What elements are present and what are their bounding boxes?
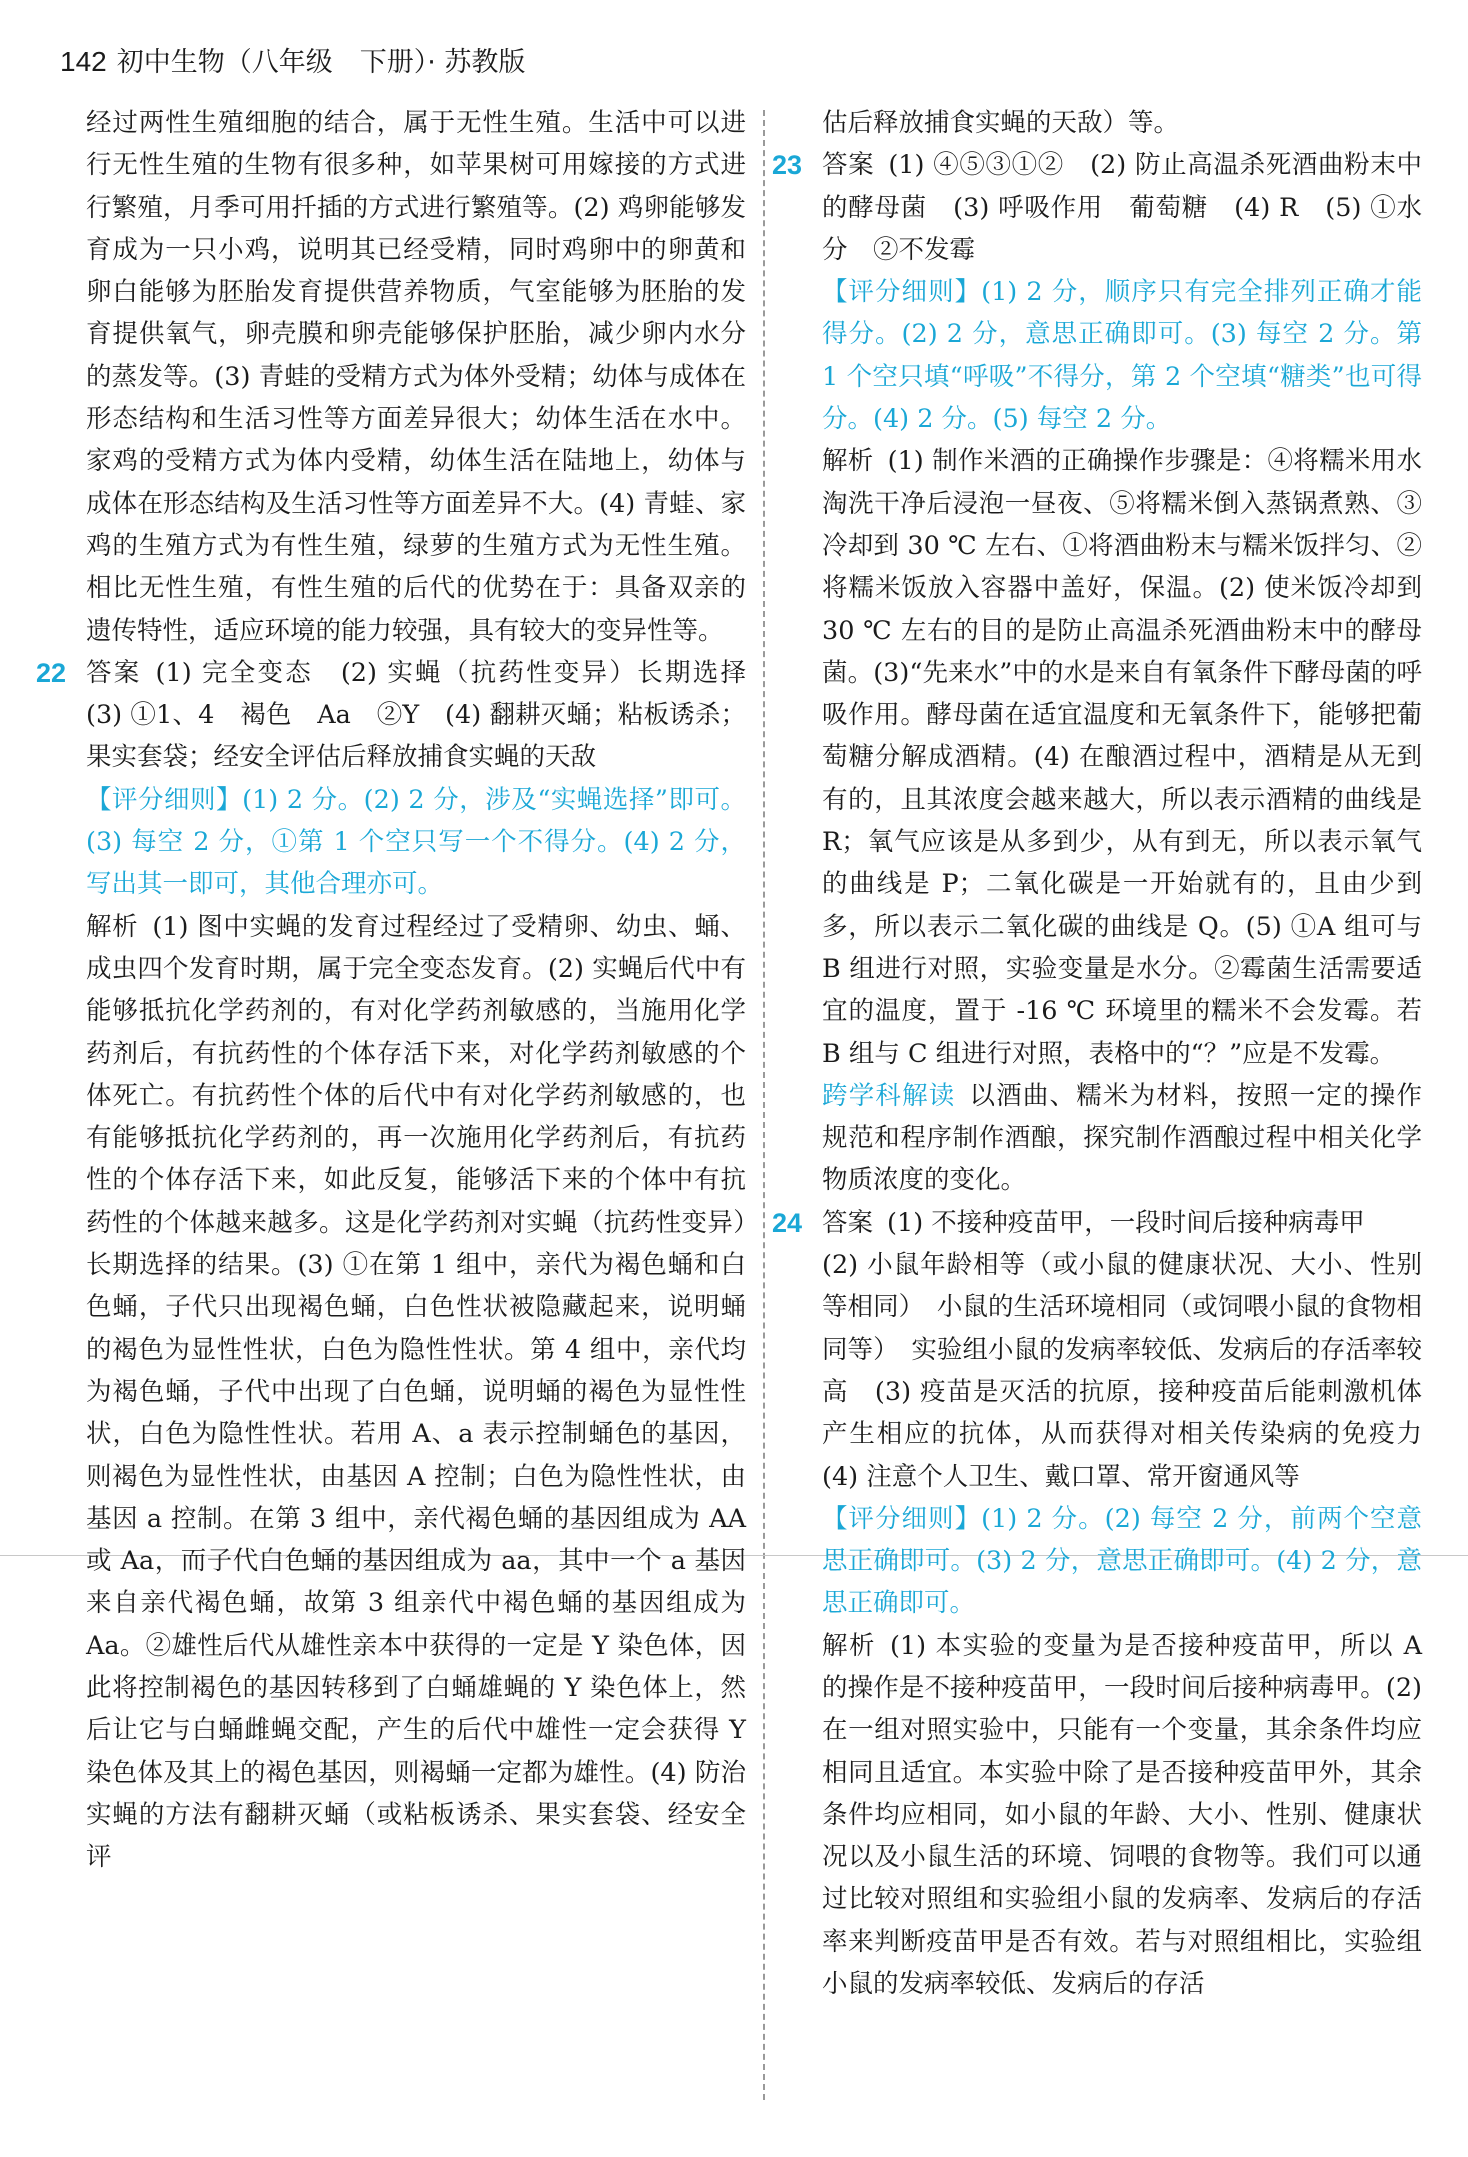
answer-block — [86, 652, 772, 779]
score-block — [86, 779, 746, 906]
answer-text: (1) ④⑤③①② (2) 防止高温杀死酒曲粉末中的酵母菌 (3) 呼吸作用 葡萄糖 (4) R (5) ①水分 ②不发霉 — [822, 150, 1422, 265]
analysis-block — [822, 440, 1422, 1074]
cross-discipline-text: 以酒曲、糯米为材料，按照一定的操作规范和程序制作酒酿，探究制作酒酿过程中相关化学物质浓度的变化。 — [822, 1080, 1422, 1196]
analysis-text: (1) 制作米酒的正确操作步骤是：④将糯米用水淘洗干净后浸泡一昼夜、⑤将糯米倒入蒸锅煮熟、③冷却到 30 ℃ 左右、①将酒曲粉末与糯米饭拌匀、②将糯米饭放入容器中盖好，保温。(2) 使米饭冷却到 30 ℃ 左右的目的是防止高温杀死酒曲粉末中的酵母菌。(3)“先来水”中的水是来自有氧条件下酵母菌的呼吸作用。酵母菌在适宜温度和无氧条件下，能够把葡萄糖分解成酒精。(4) 在酿酒过程中，酒精是从无到有的，且其浓度会越来越大，所以表示酒精的曲线是 R；氧气应该是从多到少，从有到无，所以表示氧气的曲线是 P；二氧化碳是一开始就有的，且由少到多，所以表示二氧化碳的曲线是 Q。(5) ①A 组可与 B 组进行对照，实验变量是水分。②霉菌生活需要适宜的温度，置于 -16 ℃ 环境里的糯米不会发霉。若 B 组与 C 组进行对照，表格中的“？”应是不发霉。 — [822, 446, 1422, 1069]
answer-label: 答案 — [822, 150, 875, 181]
score-text: (1) 2 分。(2) 每空 2 分，前两个空意思正确即可。(3) 2 分，意思正确即可。(4) 2 分，意思正确即可。 — [822, 1503, 1422, 1619]
question-number: 23 — [772, 150, 803, 181]
analysis-block — [86, 906, 746, 1879]
score-text: (1) 2 分。(2) 2 分，涉及“实蝇选择”即可。(3) 每空 2 分，①第 1 个空只写一个不得分。(4) 2 分，写出其一即可，其他合理亦可。 — [86, 784, 746, 900]
continued-analysis-21: 经过两性生殖细胞的结合，属于无性生殖。生活中可以进行无性生殖的生物有很多种，如苹果树可用嫁接的方式进行繁殖，月季可用扦插的方式进行繁殖等。(2) 鸡卵能够发育成为一只小鸡，说明其已经受精，同时鸡卵中的卵黄和卵白能够为胚胎发育提供营养物质，气室能够为胚胎的发育提供氧气，卵壳膜和卵壳能够保护胚胎，减少卵内水分的蒸发等。(3) 青蛙的受精方式为体外受精；幼体与成体在形态结构和生活习性等方面差异很大；幼体生活在水中。家鸡的受精方式为体内受精，幼体生活在陆地上，幼体与成体在形态结构及生活习性等方面差异不大。(4) 青蛙、家鸡的生殖方式为有性生殖，绿萝的生殖方式为无性生殖。相比无性生殖，有性生殖的后代的优势在于：具备双亲的遗传特性，适应环境的能力较强，具有较大的变异性等。 — [86, 108, 746, 646]
question-number: 22 — [36, 657, 67, 688]
analysis-text: (1) 图中实蝇的发育过程经过了受精卵、幼虫、蛹、成虫四个发育时期，属于完全变态发育。(2) 实蝇后代中有能够抵抗化学药剂的，有对化学药剂敏感的，当施用化学药剂后，有抗药性的个体存活下来，对化学药剂敏感的个体死亡。有抗药性个体的后代中有对化学药剂敏感的，也有能够抵抗化学药剂的，再一次施用化学药剂后，有抗药性的个体存活下来，如此反复，能够活下来的个体中有抗药性的个体越来越多。这是化学药剂对实蝇（抗药性变异）长期选择的结果。(3) ①在第 1 组中，亲代为褐色蛹和白色蛹，子代只出现褐色蛹，白色性状被隐藏起来，说明蛹的褐色为显性性状，白色为隐性性状。第 4 组中，亲代均为褐色蛹，子代中出现了白色蛹，说明蛹的褐色为显性性状，白色为隐性性状。若用 A、a 表示控制蛹色的基因，则褐色为显性性状，由基因 A 控制；白色为隐性性状，由基因 a 控制。在第 3 组中，亲代褐色蛹的基因组成为 AA 或 Aa，而子代白色蛹的基因组成为 aa，其中一个 a 基因来自亲代褐色蛹，故第 3 组亲代中褐色蛹的基因组成为 Aa。②雄性后代从雄性亲本中获得的一定是 Y 染色体，因此将控制褐色的基因转移到了白蛹雄蝇的 Y 染色体上，然后让它与白蛹雌蝇交配，产生的后代中雄性一定会获得 Y 染色体及其上的褐色基因，则褐蛹一定都为雄性。(4) 防治实蝇的方法有翻耕灭蛹（或粘板诱杀、果实套袋、经安全评 — [86, 911, 746, 1873]
analysis-text: (1) 本实验的变量为是否接种疫苗甲，所以 A 的操作是不接种疫苗甲，一段时间后接种病毒甲。(2) 在一组对照实验中，只能有一个变量，其余条件均应相同且适宜。本实验中除了是否接种疫苗甲外，其余条件均应相同，如小鼠的年龄、大小、性别、健康状况以及小鼠生活的环境、饲喂的食物等。我们可以通过比较对照组和实验组小鼠的发病率、发病后的存活率来判断疫苗甲是否有效。若与对照组相比，实验组小鼠的发病率较低、发病后的存活 — [822, 1630, 1422, 2000]
column-divider — [763, 110, 765, 2100]
score-block — [822, 1498, 1422, 1625]
analysis-label: 解析 — [822, 446, 874, 477]
answer-text: (1) 完全变态 (2) 实蝇（抗药性变异）长期选择 (3) ①1、4 褐色 Aa ②Y (4) 翻耕灭蛹；粘板诱杀；果实套袋；经安全评估后释放捕食实蝇的天敌 — [86, 657, 772, 773]
analysis-label: 解析 — [86, 911, 139, 942]
score-label: 【评分细则】 — [86, 784, 243, 815]
question-number: 24 — [772, 1207, 803, 1238]
answer-label: 答案 — [86, 657, 142, 688]
analysis-block — [822, 1625, 1422, 2006]
question-23 — [772, 144, 1422, 1201]
answer-text-2: (2) 小鼠年龄相等（或小鼠的健康状况、大小、性别等相同） 小鼠的生活环境相同（或饲喂小鼠的食物相同等） 实验组小鼠的发病率较低、发病后的存活率较高 (3) 疫苗是灭活的抗原，接种疫苗后能刺激机体产生相应的抗体，从而获得对相关传染病的免疫力 (4) 注意个人卫生、戴口罩、常开窗通风等 — [822, 1250, 1448, 1492]
left-column — [36, 102, 772, 1878]
answer-block-continued — [822, 1244, 1448, 1498]
cross-discipline-block — [822, 1075, 1422, 1202]
score-block — [822, 271, 1422, 440]
continued-analysis-22: 估后释放捕食实蝇的天敌）等。 — [822, 108, 1180, 138]
answer-label: 答案 — [822, 1207, 874, 1238]
question-22 — [36, 652, 772, 1879]
question-24 — [772, 1202, 1448, 2006]
right-column — [772, 102, 1448, 2005]
book-title: 初中生物（八年级 下册）· 苏教版 — [116, 47, 526, 78]
score-label: 【评分细则】 — [822, 1503, 982, 1534]
page-number: 142 — [60, 46, 107, 77]
score-text: (1) 2 分，顺序只有完全排列正确才能得分。(2) 2 分，意思正确即可。(3) 每空 2 分。第 1 个空只填“呼吸”不得分，第 2 个空填“糖类”也可得分。(4) 2 分。(5) 每空 2 分。 — [822, 277, 1422, 435]
answer-block — [822, 144, 1422, 271]
analysis-label: 解析 — [822, 1630, 876, 1661]
answer-block — [822, 1202, 1422, 1244]
cross-discipline-label: 跨学科解读 — [822, 1080, 956, 1111]
score-label: 【评分细则】 — [822, 277, 982, 308]
page-header — [60, 40, 1420, 86]
answer-text-1: (1) 不接种疫苗甲，一段时间后接种病毒甲 — [887, 1207, 1365, 1238]
